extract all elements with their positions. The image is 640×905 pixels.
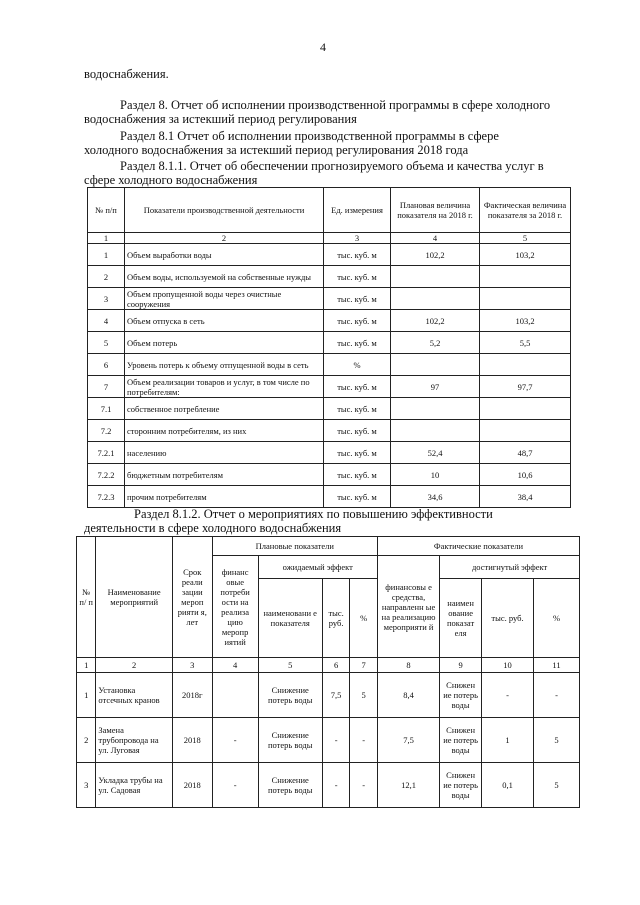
row-plan-value [391,288,480,310]
col-num: 11 [534,658,580,673]
col-header-name: Наименование мероприятий [96,537,173,658]
col-num-3: 3 [324,233,391,244]
row-fact-value [480,398,571,420]
row-num: 7 [88,376,125,398]
row-indicator-name: Объем реализации товаров и услуг, в том числе по потребителям: [125,376,324,398]
row-measure-name: Установка отсечных кранов [96,673,173,718]
col-header-unit: Ед. измерения [324,188,391,233]
row-num: 3 [88,288,125,310]
row-plan-value: 102,2 [391,310,480,332]
row-fact-value: 103,2 [480,244,571,266]
row-unit: тыс. куб. м [324,266,391,288]
row-indicator: Снижение потерь воды [258,673,322,718]
col-header-pct: % [350,579,378,658]
col-num: 10 [482,658,534,673]
col-header-expected-effect: ожидаемый эффект [258,556,377,579]
col-header-rub: тыс. руб. [322,579,350,658]
row-unit: тыс. куб. м [324,464,391,486]
row-fact-value: 5,5 [480,332,571,354]
row-indicator-name: Объем пропущенной воды через очистные сооружения [125,288,324,310]
table-row [88,354,571,376]
row-fin-plan: - [212,763,258,808]
row-unit: тыс. куб. м [324,310,391,332]
row-fact-value: 97,7 [480,376,571,398]
row-fin-fact: 8,4 [377,673,439,718]
row-indicator-name: Объем выработки воды [125,244,324,266]
col-header-num: № п/п [88,188,125,233]
row-pct-achieved: 5 [534,763,580,808]
row-plan-value [391,266,480,288]
section811-heading-line2: сфере холодного водоснабжения [84,173,258,187]
row-rub: 7,5 [322,673,350,718]
row-num: 5 [88,332,125,354]
section812-heading-line2: деятельности в сфере холодного водоснабжения [84,521,342,535]
table-row [88,244,571,266]
col-header-plan: Плановая величина показателя на 2018 г. [391,188,480,233]
row-measure-name: Укладка трубы на ул. Садовая [96,763,173,808]
page-number: 4 [320,40,326,54]
row-unit: тыс. куб. м [324,244,391,266]
col-num: 8 [377,658,439,673]
row-fact-value [480,420,571,442]
table-row [88,486,571,508]
row-term: 2018 [172,763,212,808]
efficiency-measures-table [76,536,580,808]
row-fin-plan [212,673,258,718]
row-indicator-name: бюджетным потребителям [125,464,324,486]
row-pct-achieved: - [534,673,580,718]
row-plan-value [391,398,480,420]
row-plan-value: 34,6 [391,486,480,508]
table-row [88,376,571,398]
row-indicator-achieved: Снижен ие потерь воды [440,673,482,718]
col-header-plan-group: Плановые показатели [212,537,377,556]
row-num: 4 [88,310,125,332]
row-num: 7.2 [88,420,125,442]
row-term: 2018 [172,718,212,763]
row-pct: - [350,718,378,763]
row-num: 7.1 [88,398,125,420]
row-num: 3 [77,763,96,808]
row-num: 2 [88,266,125,288]
row-measure-name: Замена трубопровода на ул. Луговая [96,718,173,763]
table-row [88,398,571,420]
table-row [88,442,571,464]
row-num: 6 [88,354,125,376]
row-rub-achieved: 1 [482,718,534,763]
table-row [77,673,580,718]
table-body [77,673,580,808]
production-indicators-table [87,187,571,508]
row-indicator-name: прочим потребителям [125,486,324,508]
row-unit: тыс. куб. м [324,420,391,442]
col-num: 2 [96,658,173,673]
row-rub: - [322,763,350,808]
row-fact-value: 48,7 [480,442,571,464]
col-header-fin-fact: финансовы е средства, направленн ые на реализацию мероприяти й [377,556,439,658]
row-fin-fact: 12,1 [377,763,439,808]
row-indicator: Снижение потерь воды [258,718,322,763]
row-fact-value: 38,4 [480,486,571,508]
row-unit: тыс. куб. м [324,398,391,420]
row-plan-value: 97 [391,376,480,398]
col-num-5: 5 [480,233,571,244]
row-num: 7.2.3 [88,486,125,508]
table-row [77,763,580,808]
col-header-term: Срок реали зации мероп рияти я, лет [172,537,212,658]
section81-heading-line2: холодного водоснабжения за истекший период регулирования 2018 года [84,143,469,157]
col-header-indicator: Показатели производственной деятельности [125,188,324,233]
row-pct: 5 [350,673,378,718]
row-pct-achieved: 5 [534,718,580,763]
section8-heading-line2: водоснабжения за истекший период регулирования [84,112,357,126]
row-fact-value [480,288,571,310]
table-body [88,244,571,508]
table-row [88,464,571,486]
col-num: 7 [350,658,378,673]
row-indicator-name: собственное потребление [125,398,324,420]
col-num: 1 [77,658,96,673]
row-num: 7.2.2 [88,464,125,486]
section811-heading-line1: Раздел 8.1.1. Отчет об обеспечении прогнозируемого объема и качества услуг в [120,159,544,173]
table-row [88,332,571,354]
col-header-num: № п/ п [77,537,96,658]
row-rub: - [322,718,350,763]
table-row [77,718,580,763]
col-num-4: 4 [391,233,480,244]
row-fact-value [480,266,571,288]
row-plan-value [391,354,480,376]
table-header-row [77,537,580,556]
row-unit: тыс. куб. м [324,376,391,398]
col-num-1: 1 [88,233,125,244]
row-plan-value [391,420,480,442]
table-row [88,310,571,332]
column-number-row [77,658,580,673]
row-plan-value: 102,2 [391,244,480,266]
column-number-row [88,233,571,244]
col-num-2: 2 [125,233,324,244]
row-num: 2 [77,718,96,763]
row-num: 7.2.1 [88,442,125,464]
col-header-fin-plan: финанс овые потреби ости на реализа цию меропр иятий [212,556,258,658]
section8-heading-line1: Раздел 8. Отчет об исполнении производственной программы в сфере холодного [120,98,551,112]
row-plan-value: 52,4 [391,442,480,464]
row-num: 1 [77,673,96,718]
row-unit: тыс. куб. м [324,442,391,464]
table-row [88,266,571,288]
row-rub-achieved: - [482,673,534,718]
row-indicator-name: сторонним потребителям, из них [125,420,324,442]
col-num: 4 [212,658,258,673]
col-num: 5 [258,658,322,673]
col-header-pct-2: % [534,579,580,658]
row-indicator-name: населению [125,442,324,464]
row-indicator-name: Уровень потерь к объему отпущенной воды в сеть [125,354,324,376]
row-plan-value: 10 [391,464,480,486]
row-indicator-name: Объем воды, используемой на собственные нужды [125,266,324,288]
row-indicator-achieved: Снижен ие потерь воды [440,718,482,763]
row-fin-plan: - [212,718,258,763]
col-header-fact-group: Фактические показатели [377,537,579,556]
col-header-rub-2: тыс. руб. [482,579,534,658]
row-rub-achieved: 0,1 [482,763,534,808]
table-header-row [88,188,571,233]
section812-heading-line1: Раздел 8.1.2. Отчет о мероприятиях по повышению эффективности [134,507,493,521]
row-fact-value: 10,6 [480,464,571,486]
row-indicator-achieved: Снижен ие потерь воды [440,763,482,808]
row-unit: % [324,354,391,376]
row-unit: тыс. куб. м [324,332,391,354]
col-header-achieved-effect: достигнутый эффект [440,556,580,579]
table-row [88,420,571,442]
row-term: 2018г [172,673,212,718]
col-header-indicator-name-2: наимен ование показат еля [440,579,482,658]
row-pct: - [350,763,378,808]
col-header-fact: Фактическая величина показателя за 2018 г. [480,188,571,233]
row-unit: тыс. куб. м [324,486,391,508]
col-header-indicator-name: наименовани е показателя [258,579,322,658]
row-plan-value: 5,2 [391,332,480,354]
row-fact-value [480,354,571,376]
col-num: 9 [440,658,482,673]
row-unit: тыс. куб. м [324,288,391,310]
row-indicator-name: Объем потерь [125,332,324,354]
col-num: 3 [172,658,212,673]
row-indicator-name: Объем отпуска в сеть [125,310,324,332]
table-row [88,288,571,310]
row-num: 1 [88,244,125,266]
intro-line: водоснабжения. [84,67,169,81]
col-num: 6 [322,658,350,673]
row-fin-fact: 7,5 [377,718,439,763]
row-indicator: Снижение потерь воды [258,763,322,808]
section81-heading-line1: Раздел 8.1 Отчет об исполнении производственной программы в сфере [120,129,499,143]
row-fact-value: 103,2 [480,310,571,332]
